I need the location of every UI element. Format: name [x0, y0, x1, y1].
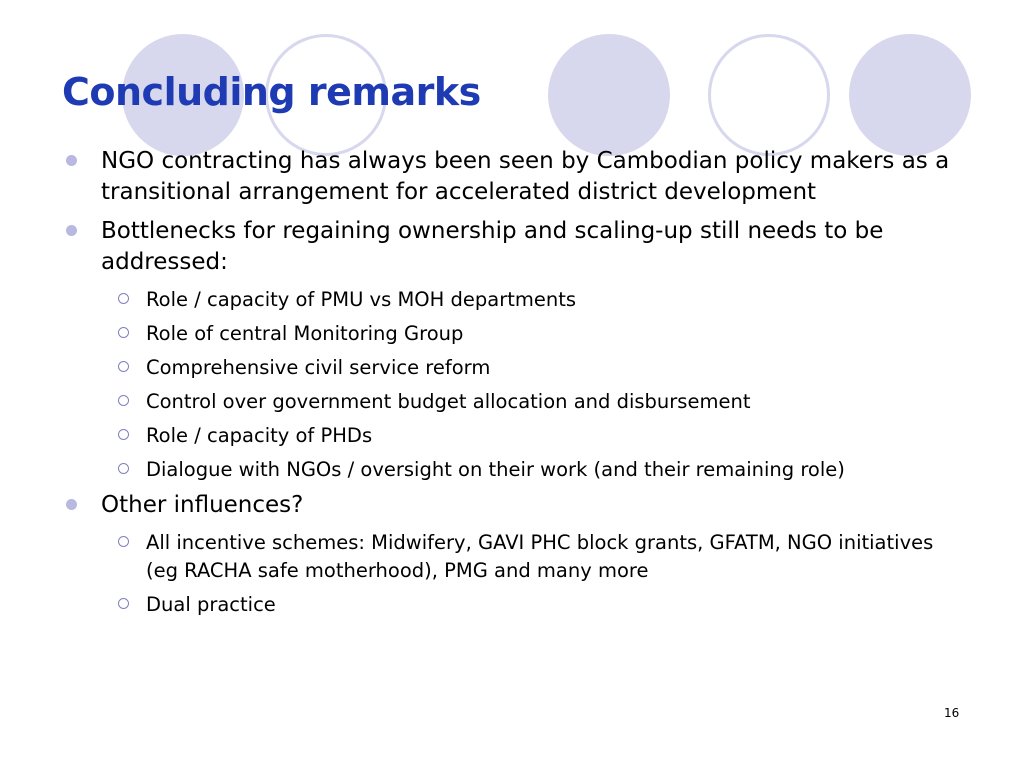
- bullet-item: [66, 490, 966, 521]
- sub-bullet-text: Role / capacity of PMU vs MOH departments: [146, 288, 577, 311]
- sub-bullet-icon: [118, 293, 129, 304]
- decorative-circle: [849, 34, 971, 156]
- sub-bullet-text: Control over government budget allocation and disbursement: [146, 390, 751, 413]
- sub-bullet-text: Role / capacity of PHDs: [146, 424, 373, 447]
- slide-title: Concluding remarks: [62, 70, 481, 114]
- sub-bullet-item: [66, 320, 966, 348]
- sub-bullet-item: [66, 456, 966, 484]
- sub-bullet-text: Dual practice: [146, 593, 276, 616]
- sub-bullet-item: [66, 422, 966, 450]
- sub-bullet-icon: [118, 327, 129, 338]
- sub-bullet-icon: [118, 536, 129, 547]
- bullet-text: Bottlenecks for regaining ownership and scaling-up still needs to be addressed:: [101, 218, 884, 275]
- sub-bullet-icon: [118, 395, 129, 406]
- bullet-text: NGO contracting has always been seen by Cambodian policy makers as a transitional arrangement for accelerated district development: [101, 148, 950, 205]
- bullet-list: [66, 146, 966, 625]
- decorative-circle: [708, 34, 830, 156]
- sub-bullet-text: Comprehensive civil service reform: [146, 356, 491, 379]
- sub-bullet-icon: [118, 463, 129, 474]
- bullet-text: Other influences?: [101, 492, 304, 518]
- sub-bullet-text: Role of central Monitoring Group: [146, 322, 464, 345]
- sub-bullet-item: [66, 286, 966, 314]
- sub-bullet-item: [66, 388, 966, 416]
- sub-bullet-item: [66, 591, 966, 619]
- bullet-icon: [66, 499, 77, 510]
- sub-bullet-icon: [118, 361, 129, 372]
- sub-bullet-item: [66, 354, 966, 382]
- sub-bullet-item: [66, 529, 966, 585]
- sub-bullet-text: Dialogue with NGOs / oversight on their work (and their remaining role): [146, 458, 845, 481]
- bullet-item: [66, 216, 966, 278]
- bullet-item: [66, 146, 966, 208]
- page-number: 16: [944, 706, 960, 720]
- sub-bullet-icon: [118, 598, 129, 609]
- sub-bullet-text: All incentive schemes: Midwifery, GAVI PHC block grants, GFATM, NGO initiatives (eg RACHA safe motherhood), PMG and many more: [146, 531, 934, 582]
- bullet-icon: [66, 155, 77, 166]
- decorative-circle: [548, 34, 670, 156]
- sub-bullet-icon: [118, 429, 129, 440]
- bullet-icon: [66, 225, 77, 236]
